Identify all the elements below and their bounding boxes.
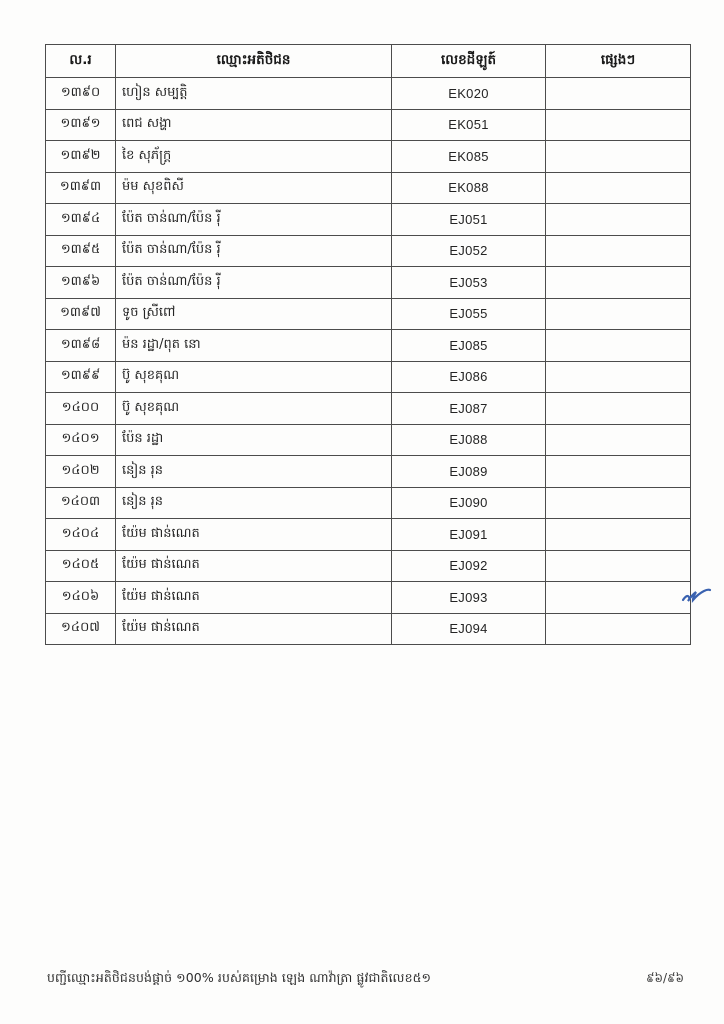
cell-note — [546, 424, 691, 456]
cell-no: ១៤០៣ — [46, 487, 116, 519]
cell-name: ប៊ូ សុខគុណ — [116, 361, 392, 393]
cell-no: ១៣៩៨ — [46, 330, 116, 362]
cell-name: ប៉ែត ចាន់ណា/ប៉ែន រ៉ី — [116, 235, 392, 267]
cell-lot: EJ090 — [392, 487, 546, 519]
cell-note — [546, 235, 691, 267]
col-header-remarks: ផ្សេងៗ — [546, 45, 691, 78]
cell-note — [546, 78, 691, 110]
cell-name: ប៉ែត ចាន់ណា/ប៉ែន រ៉ី — [116, 204, 392, 236]
cell-no: ១៣៩៦ — [46, 267, 116, 299]
footer-caption: បញ្ជីឈ្មោះអតិថិជនបង់ផ្តាច់ ១00% របស់គម្រោង ឡេង ណាវ៉ាត្រា ផ្លូវជាតិលេខ៥១ — [47, 970, 432, 985]
cell-name: យ៉ែម ផាន់ណេត — [116, 582, 392, 614]
cell-note — [546, 361, 691, 393]
cell-note — [546, 519, 691, 551]
table-row — [46, 613, 691, 645]
cell-note — [546, 487, 691, 519]
cell-note — [546, 298, 691, 330]
cell-lot: EJ053 — [392, 267, 546, 299]
table-row — [46, 330, 691, 362]
table-row — [46, 298, 691, 330]
cell-no: ១៣៩៧ — [46, 298, 116, 330]
cell-name: យ៉ែម ផាន់ណេត — [116, 613, 392, 645]
table-row — [46, 78, 691, 110]
cell-no: ១៣៩៤ — [46, 204, 116, 236]
table-row — [46, 393, 691, 425]
cell-no: ១៤០០ — [46, 393, 116, 425]
cell-lot: EJ086 — [392, 361, 546, 393]
blue-ink-check-mark — [680, 586, 714, 608]
cell-name: ហៀន សម្បត្តិ — [116, 78, 392, 110]
col-header-customer-name: ឈ្មោះអតិថិជន — [116, 45, 392, 78]
cell-no: ១៣៩៣ — [46, 172, 116, 204]
cell-no: ១៤០៦ — [46, 582, 116, 614]
col-header-number: ល.រ — [46, 45, 116, 78]
table-row — [46, 172, 691, 204]
table-row — [46, 204, 691, 236]
table-header-row — [46, 45, 691, 78]
table-header — [46, 45, 691, 78]
table-row — [46, 424, 691, 456]
table-row — [46, 235, 691, 267]
cell-name: ពេជ សង្ហា — [116, 109, 392, 141]
cell-note — [546, 330, 691, 362]
cell-name: ម៉ម សុខពិសី — [116, 172, 392, 204]
cell-note — [546, 582, 691, 614]
table-row — [46, 550, 691, 582]
cell-lot: EJ052 — [392, 235, 546, 267]
cell-note — [546, 109, 691, 141]
col-header-lot-number: លេខដីឡូត៍ — [392, 45, 546, 78]
cell-name: ម៉ន រដ្ឋា/ពុត នោ — [116, 330, 392, 362]
cell-name: យ៉ែម ផាន់ណេត — [116, 550, 392, 582]
cell-name: ទូច ស្រីពៅ — [116, 298, 392, 330]
cell-lot: EJ094 — [392, 613, 546, 645]
cell-lot: EJ085 — [392, 330, 546, 362]
cell-name: នៀន រុន — [116, 487, 392, 519]
cell-no: ១៣៩៥ — [46, 235, 116, 267]
cell-note — [546, 550, 691, 582]
cell-no: ១៤០២ — [46, 456, 116, 488]
cell-name: យ៉ែម ផាន់ណេត — [116, 519, 392, 551]
table-row — [46, 141, 691, 173]
cell-lot: EJ092 — [392, 550, 546, 582]
table-row — [46, 361, 691, 393]
cell-no: ១៤០១ — [46, 424, 116, 456]
cell-lot: EJ055 — [392, 298, 546, 330]
cell-note — [546, 204, 691, 236]
customer-table — [45, 44, 691, 645]
cell-note — [546, 393, 691, 425]
cell-lot: EJ089 — [392, 456, 546, 488]
table-row — [46, 519, 691, 551]
cell-no: ១៣៩១ — [46, 109, 116, 141]
table-row — [46, 109, 691, 141]
cell-note — [546, 141, 691, 173]
cell-lot: EJ091 — [392, 519, 546, 551]
cell-no: ១៣៩៩ — [46, 361, 116, 393]
table-body — [46, 78, 691, 645]
cell-name: ប៊ូ សុខគុណ — [116, 393, 392, 425]
table-row — [46, 456, 691, 488]
cell-no: ១៣៩០ — [46, 78, 116, 110]
pen-squiggle-icon — [680, 586, 714, 608]
cell-name: ប៉ែត ចាន់ណា/ប៉ែន រ៉ី — [116, 267, 392, 299]
cell-lot: EJ088 — [392, 424, 546, 456]
cell-lot: EK085 — [392, 141, 546, 173]
table-row — [46, 582, 691, 614]
cell-lot: EK051 — [392, 109, 546, 141]
table-row — [46, 267, 691, 299]
cell-no: ១៣៩២ — [46, 141, 116, 173]
cell-name: ប៉ែន រដ្ឋា — [116, 424, 392, 456]
cell-lot: EJ087 — [392, 393, 546, 425]
cell-lot: EK088 — [392, 172, 546, 204]
cell-name: នៀន រុន — [116, 456, 392, 488]
cell-name: ខៃ សុភ័ក្ត្រ — [116, 141, 392, 173]
cell-note — [546, 613, 691, 645]
cell-note — [546, 456, 691, 488]
cell-no: ១៤០៧ — [46, 613, 116, 645]
page-footer — [47, 970, 684, 989]
table-row — [46, 487, 691, 519]
cell-lot: EJ093 — [392, 582, 546, 614]
cell-no: ១៤០៤ — [46, 519, 116, 551]
cell-lot: EK020 — [392, 78, 546, 110]
footer-page-number: ៩៦/៩៦ — [645, 971, 684, 985]
cell-note — [546, 267, 691, 299]
cell-lot: EJ051 — [392, 204, 546, 236]
cell-no: ១៤០៥ — [46, 550, 116, 582]
cell-note — [546, 172, 691, 204]
